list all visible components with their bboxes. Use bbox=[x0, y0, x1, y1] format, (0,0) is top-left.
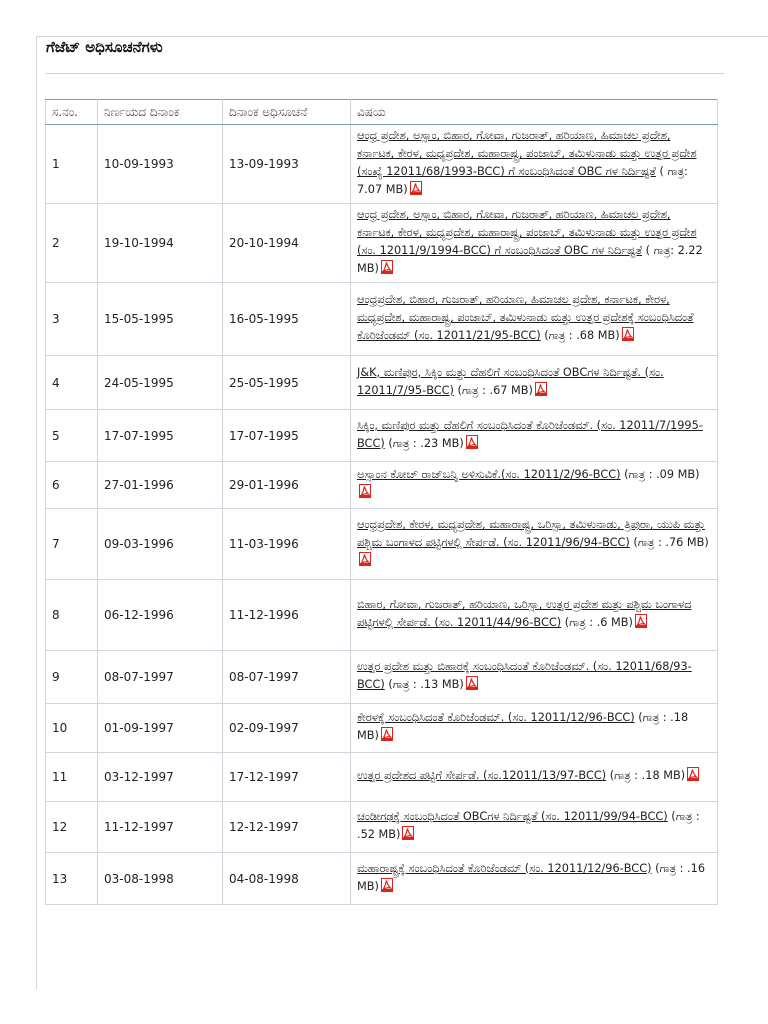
cell-subject bbox=[351, 651, 718, 704]
table-row bbox=[46, 204, 718, 283]
pdf-icon[interactable] bbox=[622, 327, 634, 341]
cell-notification-date: 13-09-1993 bbox=[223, 125, 351, 204]
file-size: (ಗಾತ್ರ : .18 MB) bbox=[357, 711, 689, 742]
subject-link[interactable]: ಅಸ್ಸಾಂನ ಕೋಚ್ ರಾಜ್‌ಬನ್ಶಿ ಅಳಿಸುವಿಕೆ.(ಸಂ. 12011/2/96-BCC) bbox=[357, 468, 621, 481]
file-size: (ಗಾತ್ರ : .52 MB) bbox=[357, 810, 700, 841]
cell-subject bbox=[351, 580, 718, 651]
cell-decision-date: 10-09-1993 bbox=[98, 125, 223, 204]
table-row bbox=[46, 283, 718, 356]
cell-notification-date: 12-12-1997 bbox=[223, 802, 351, 853]
subject-link[interactable]: ಚಂಡೀಗಢಕ್ಕೆ ಸಂಬಂಧಿಸಿದಂತೆ OBCಗಳ ನಿರ್ದಿಷ್ಟತೆ (ಸಂ. 12011/99/94-BCC) bbox=[357, 810, 668, 823]
cell-sno: 6 bbox=[46, 462, 98, 509]
subject-link[interactable]: ಉತ್ತರ ಪ್ರದೇಶದ ಪಟ್ಟಿಗೆ ಸೇರ್ಪಡೆ. (ಸಂ.12011/13/97-BCC) bbox=[357, 769, 607, 782]
table-row bbox=[46, 802, 718, 853]
table-row bbox=[46, 704, 718, 753]
cell-sno: 11 bbox=[46, 753, 98, 802]
table-row bbox=[46, 580, 718, 651]
cell-decision-date: 09-03-1996 bbox=[98, 509, 223, 580]
cell-notification-date: 16-05-1995 bbox=[223, 283, 351, 356]
cell-subject bbox=[351, 125, 718, 204]
cell-decision-date: 06-12-1996 bbox=[98, 580, 223, 651]
file-size: (ಗಾತ್ರ : .16 MB) bbox=[357, 861, 706, 893]
file-size: ( ಗಾತ್ರ: 7.07 MB) bbox=[357, 165, 688, 196]
header-sno: ಸ.ನಂ. bbox=[46, 100, 98, 125]
page-title: ಗೆಜೆಟ್ ಅಧಿಸೂಚನೆಗಳು bbox=[46, 38, 163, 56]
subject-link[interactable]: ಬಿಹಾರ, ಗೋವಾ, ಗುಜರಾತ್, ಹರಿಯಾಣ, ಒರಿಸ್ಸಾ, ಉತ್ತರ ಪ್ರದೇಶ ಮತ್ತು ಪಶ್ಚಿಮ ಬಂಗಾಳದ ಪಟ್ಟಿಗಳಲ್ಲಿ ಸೇರ್ಪಡೆ. (ಸಂ. 12011/44/96-BCC) bbox=[357, 598, 692, 629]
cell-decision-date: 15-05-1995 bbox=[98, 283, 223, 356]
cell-notification-date: 04-08-1998 bbox=[223, 853, 351, 905]
pdf-icon[interactable] bbox=[381, 260, 393, 274]
cell-subject bbox=[351, 753, 718, 802]
file-size: (ಗಾತ್ರ : .23 MB) bbox=[384, 436, 464, 450]
pdf-icon[interactable] bbox=[535, 382, 547, 396]
subject-link[interactable]: ಆಂಧ್ರಪ್ರದೇಶ, ಬಿಹಾರ, ಗುಜರಾತ್, ಹರಿಯಾಣ, ಹಿಮಾಚಲ ಪ್ರದೇಶ, ಕರ್ನಾಟಕ, ಕೇರಳ, ಮಧ್ಯಪ್ರದೇಶ, ಮಹಾರಾಷ್ಟ್ರ, ಪಂಜಾಬ್, ತಮಿಳುನಾಡು ಮತ್ತು ಉತ್ತರ ಪ್ರದೇಶಕ್ಕೆ ಸಂಬಂಧಿಸಿದಂತೆ ಕೊರಿಜೆಂಡಮ್ (ಸಂ. 12011/21/95-BCC) bbox=[357, 293, 694, 342]
cell-notification-date: 11-03-1996 bbox=[223, 509, 351, 580]
cell-decision-date: 17-07-1995 bbox=[98, 410, 223, 462]
table-row bbox=[46, 410, 718, 462]
cell-subject bbox=[351, 704, 718, 753]
pdf-icon[interactable] bbox=[381, 727, 393, 741]
cell-subject bbox=[351, 853, 718, 905]
table-row bbox=[46, 125, 718, 204]
subject-link[interactable]: ಮಹಾರಾಷ್ಟ್ರಕ್ಕೆ ಸಂಬಂಧಿಸಿದಂತೆ ಕೊರಿಜೆಂಡಮ್ (ಸಂ. 12011/12/96-BCC) bbox=[357, 861, 652, 875]
header-decision-date: ನಿರ್ಣಯದ ದಿನಾಂಕ bbox=[98, 100, 223, 125]
subject-link[interactable]: ಉತ್ತರ ಪ್ರದೇಶ ಮತ್ತು ಬಿಹಾರಕ್ಕೆ ಸಂಬಂಧಿಸಿದಂತೆ ಕೊರಿಜೆಂಡಮ್. (ಸಂ. 12011/68/93-BCC) bbox=[357, 660, 692, 691]
table-header-row bbox=[46, 100, 718, 125]
cell-sno: 4 bbox=[46, 356, 98, 410]
cell-sno: 8 bbox=[46, 580, 98, 651]
cell-sno: 9 bbox=[46, 651, 98, 704]
pdf-icon[interactable] bbox=[359, 552, 371, 566]
subject-link[interactable]: ಆಂಧ್ರ ಪ್ರದೇಶ, ಅಸ್ಸಾಂ, ಬಿಹಾರ, ಗೋವಾ, ಗುಜರಾತ್, ಹರಿಯಾಣ, ಹಿಮಾಚಲ ಪ್ರದೇಶ, ಕರ್ನಾಟಕ, ಕೇರಳ, ಮಧ್ಯಪ್ರದೇಶ, ಮಹಾರಾಷ್ಟ್ರ, ಪಂಜಾಬ್, ತಮಿಳುನಾಡು ಮತ್ತು ಉತ್ತರ ಪ್ರದೇಶ (ಸಂಖ್ಯೆ 12011/68/1993-BCC) ಗೆ ಸಂಬಂಧಿಸಿದಂತೆ OBC ಗಳ ನಿರ್ದಿಷ್ಟತೆ bbox=[357, 129, 697, 178]
cell-notification-date: 17-12-1997 bbox=[223, 753, 351, 802]
cell-notification-date: 08-07-1997 bbox=[223, 651, 351, 704]
cell-notification-date: 02-09-1997 bbox=[223, 704, 351, 753]
cell-subject bbox=[351, 410, 718, 462]
subject-link[interactable]: ಸಿಕ್ಕಿಂ, ಮಣಿಪುರ ಮತ್ತು ದೆಹಲಿಗೆ ಸಂಬಂಧಿಸಿದಂತೆ ಕೊರಿಜೆಂಡಮ್. (ಸಂ. 12011/7/1995-BCC) bbox=[357, 418, 703, 450]
subject-link[interactable]: ಆಂಧ್ರಪ್ರದೇಶ, ಕೇರಳ, ಮಧ್ಯಪ್ರದೇಶ, ಮಹಾರಾಷ್ಟ್ರ, ಒರಿಸ್ಸಾ, ತಮಿಳುನಾಡು, ತ್ರಿಪುರಾ, ಯುಪಿ ಮತ್ತು ಪಶ್ಚಿಮ ಬಂಗಾಳದ ಪಟ್ಟಿಗಳಲ್ಲಿ ಸೇರ್ಪಡೆ. (ಸಂ. 12011/96/94-BCC) bbox=[357, 518, 705, 549]
table-row bbox=[46, 509, 718, 580]
cell-sno: 7 bbox=[46, 509, 98, 580]
subject-link[interactable]: ಆಂಧ್ರ ಪ್ರದೇಶ, ಅಸ್ಸಾಂ, ಬಿಹಾರ, ಗೋವಾ, ಗುಜರಾತ್, ಹರಿಯಾಣ, ಹಿಮಾಚಲ ಪ್ರದೇಶ, ಕರ್ನಾಟಕ, ಕೇರಳ, ಮಧ್ಯಪ್ರದೇಶ, ಮಹಾರಾಷ್ಟ್ರ, ಪಂಜಾಬ್, ತಮಿಳುನಾಡು ಮತ್ತು ಉತ್ತರ ಪ್ರದೇಶ (ಸಂ. 12011/9/1994-BCC) ಗೆ ಸಂಬಂಧಿಸಿದಂತೆ OBC ಗಳ ನಿರ್ದಿಷ್ಟತೆ bbox=[357, 208, 697, 257]
cell-sno: 10 bbox=[46, 704, 98, 753]
cell-sno: 3 bbox=[46, 283, 98, 356]
cell-notification-date: 25-05-1995 bbox=[223, 356, 351, 410]
pdf-icon[interactable] bbox=[381, 878, 393, 892]
file-size: ( ಗಾತ್ರ: 2.22 MB) bbox=[357, 244, 703, 275]
cell-decision-date: 11-12-1997 bbox=[98, 802, 223, 853]
pdf-icon[interactable] bbox=[359, 484, 371, 498]
header-subject: ವಿಷಯ bbox=[351, 100, 718, 125]
cell-decision-date: 27-01-1996 bbox=[98, 462, 223, 509]
cell-sno: 13 bbox=[46, 853, 98, 905]
cell-decision-date: 08-07-1997 bbox=[98, 651, 223, 704]
cell-decision-date: 03-08-1998 bbox=[98, 853, 223, 905]
table-row bbox=[46, 651, 718, 704]
file-size: (ಗಾತ್ರ : .67 MB) bbox=[453, 383, 533, 397]
gazette-table bbox=[45, 99, 718, 905]
pdf-icon[interactable] bbox=[466, 676, 478, 690]
table-row bbox=[46, 356, 718, 410]
table-row bbox=[46, 853, 718, 905]
pdf-icon[interactable] bbox=[402, 826, 414, 840]
title-divider bbox=[46, 73, 724, 74]
table-row bbox=[46, 753, 718, 802]
cell-notification-date: 11-12-1996 bbox=[223, 580, 351, 651]
cell-subject bbox=[351, 283, 718, 356]
file-size: (ಗಾತ್ರ : .13 MB) bbox=[384, 678, 464, 691]
cell-sno: 12 bbox=[46, 802, 98, 853]
table-row bbox=[46, 462, 718, 509]
file-size: (ಗಾತ್ರ : .18 MB) bbox=[606, 769, 686, 782]
cell-subject bbox=[351, 802, 718, 853]
cell-decision-date: 24-05-1995 bbox=[98, 356, 223, 410]
pdf-icon[interactable] bbox=[466, 435, 478, 449]
file-size: (ಗಾತ್ರ : .6 MB) bbox=[561, 616, 633, 629]
pdf-icon[interactable] bbox=[410, 181, 422, 195]
cell-subject bbox=[351, 204, 718, 283]
file-size: (ಗಾತ್ರ : .68 MB) bbox=[540, 329, 620, 342]
file-size: (ಗಾತ್ರ : .76 MB) bbox=[629, 536, 709, 549]
pdf-icon[interactable] bbox=[635, 614, 647, 628]
cell-notification-date: 20-10-1994 bbox=[223, 204, 351, 283]
cell-sno: 1 bbox=[46, 125, 98, 204]
cell-subject bbox=[351, 356, 718, 410]
cell-sno: 5 bbox=[46, 410, 98, 462]
cell-sno: 2 bbox=[46, 204, 98, 283]
header-notification-date: ದಿನಾಂಕ ಅಧಿಸೂಚನೆ bbox=[223, 100, 351, 125]
cell-notification-date: 29-01-1996 bbox=[223, 462, 351, 509]
cell-decision-date: 19-10-1994 bbox=[98, 204, 223, 283]
cell-notification-date: 17-07-1995 bbox=[223, 410, 351, 462]
subject-link[interactable]: ಕೇರಳಕ್ಕೆ ಸಂಬಂಧಿಸಿದಂತೆ ಕೊರಿಜೆಂಡಮ್. (ಸಂ. 12011/12/96-BCC) bbox=[357, 711, 635, 724]
cell-subject bbox=[351, 509, 718, 580]
pdf-icon[interactable] bbox=[687, 767, 699, 781]
cell-decision-date: 03-12-1997 bbox=[98, 753, 223, 802]
cell-decision-date: 01-09-1997 bbox=[98, 704, 223, 753]
cell-subject bbox=[351, 462, 718, 509]
file-size: (ಗಾತ್ರ : .09 MB) bbox=[620, 468, 700, 481]
subject-link[interactable]: J&K, ಮಣಿಪುರ, ಸಿಕ್ಕಿಂ ಮತ್ತು ದೆಹಲಿಗೆ ಸಂಬಂಧಿಸಿದಂತೆ OBCಗಳ ನಿರ್ದಿಷ್ಟತೆ. (ಸಂ. 12011/7/95-BCC) bbox=[357, 365, 664, 397]
